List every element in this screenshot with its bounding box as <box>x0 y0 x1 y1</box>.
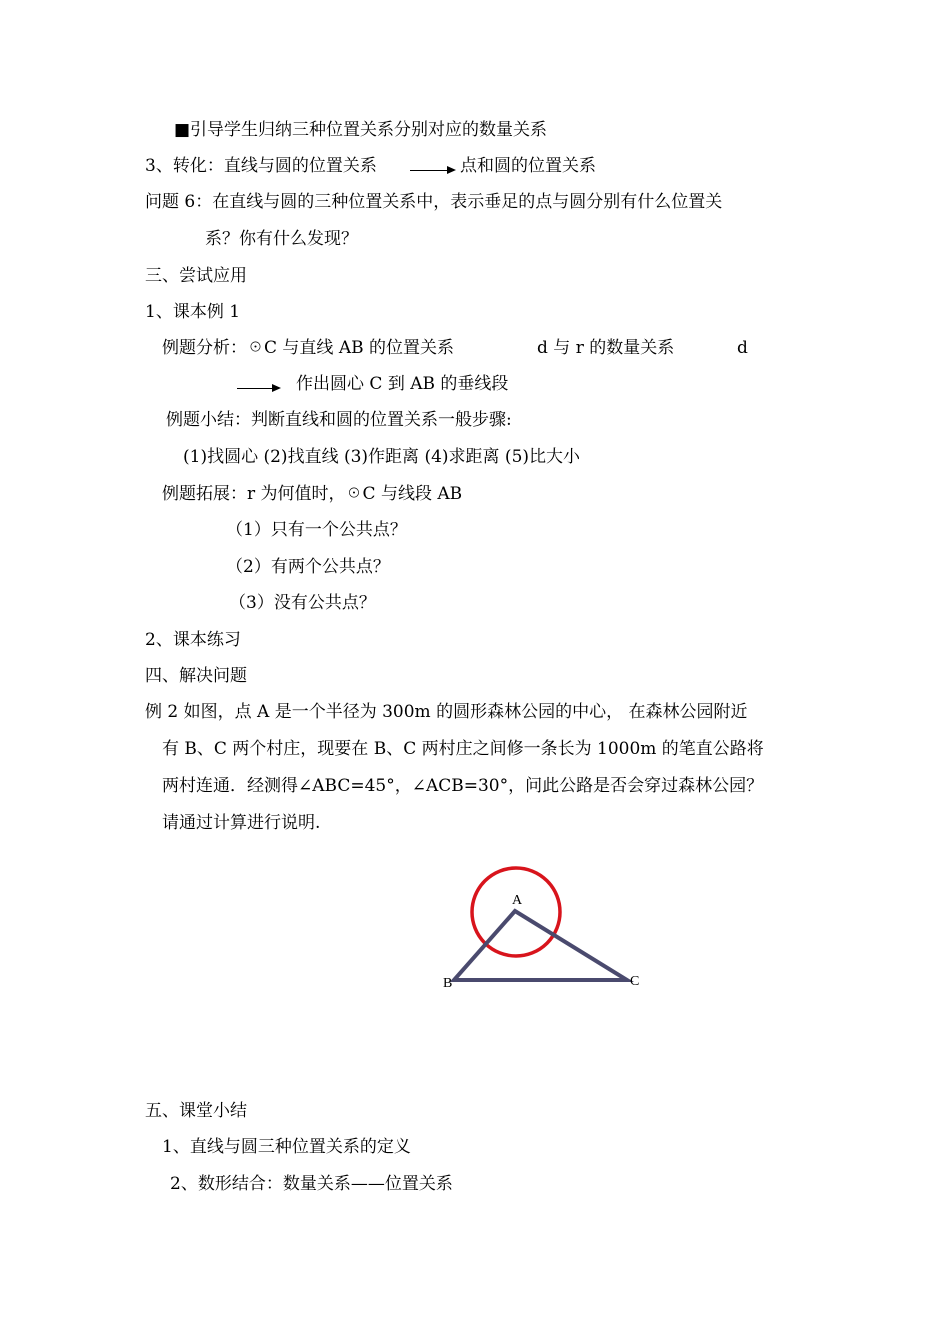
example-extension: 例题拓展：r 为何值时，☉C 与线段 AB <box>162 484 463 504</box>
label-a: A <box>512 893 523 908</box>
label-c: C <box>630 974 640 989</box>
arrow-icon <box>237 388 279 389</box>
example-2-line-3: 两村连通．经测得∠ABC=45°，∠ACB=30°，问此公路是否会穿过森林公园？ <box>162 776 764 796</box>
transform-left: 3、转化：直线与圆的位置关系 <box>145 156 377 176</box>
extension-item-3: （3）没有公共点？ <box>229 593 376 613</box>
example-summary: 例题小结：判断直线和圆的位置关系一般步骤: <box>166 410 512 430</box>
question-6-line-2: 系？你有什么发现？ <box>205 229 358 249</box>
example-1-title: 1、课本例 1 <box>145 302 241 322</box>
extension-item-1: （1）只有一个公共点？ <box>226 520 407 540</box>
analysis-part-c: d <box>737 338 748 358</box>
question-6-line-1: 问题 6：在直线与圆的三种位置关系中，表示垂足的点与圆分别有什么位置关 <box>145 192 723 212</box>
triangle-abc <box>454 911 627 980</box>
example-2-line-2: 有 B、C 两个村庄，现要在 B、C 两村庄之间修一条长为 1000m 的笔直公路将 <box>162 739 764 759</box>
section-3-title: 三、尝试应用 <box>145 266 247 286</box>
example-steps: (1)找圆心 (2)找直线 (3)作距离 (4)求距离 (5)比大小 <box>183 447 581 467</box>
extension-item-2: （2）有两个公共点？ <box>226 557 390 577</box>
analysis-part-a: 例题分析：☉C 与直线 AB 的位置关系 <box>162 338 454 358</box>
summary-item-1: 1、直线与圆三种位置关系的定义 <box>162 1137 411 1157</box>
arrow-icon <box>410 170 454 171</box>
circle-triangle-figure <box>430 860 660 1000</box>
section-4-title: 四、解决问题 <box>145 666 247 686</box>
practice-title: 2、课本练习 <box>145 630 241 650</box>
label-b: B <box>443 976 453 991</box>
transform-right: 点和圆的位置关系 <box>460 156 596 176</box>
example-2-line-1: 例 2 如图，点 A 是一个半径为 300m 的圆形森林公园的中心， 在森林公园附近 <box>145 702 748 722</box>
analysis-part-b: d 与 r 的数量关系 <box>537 338 675 358</box>
example-2-line-4: 请通过计算进行说明. <box>162 813 321 833</box>
guide-line: ■引导学生归纳三种位置关系分别对应的数量关系 <box>174 120 548 140</box>
section-5-title: 五、课堂小结 <box>145 1101 247 1121</box>
analysis-part-d: 作出圆心 C 到 AB 的垂线段 <box>296 374 509 394</box>
summary-item-2: 2、数形结合：数量关系——位置关系 <box>170 1174 453 1194</box>
